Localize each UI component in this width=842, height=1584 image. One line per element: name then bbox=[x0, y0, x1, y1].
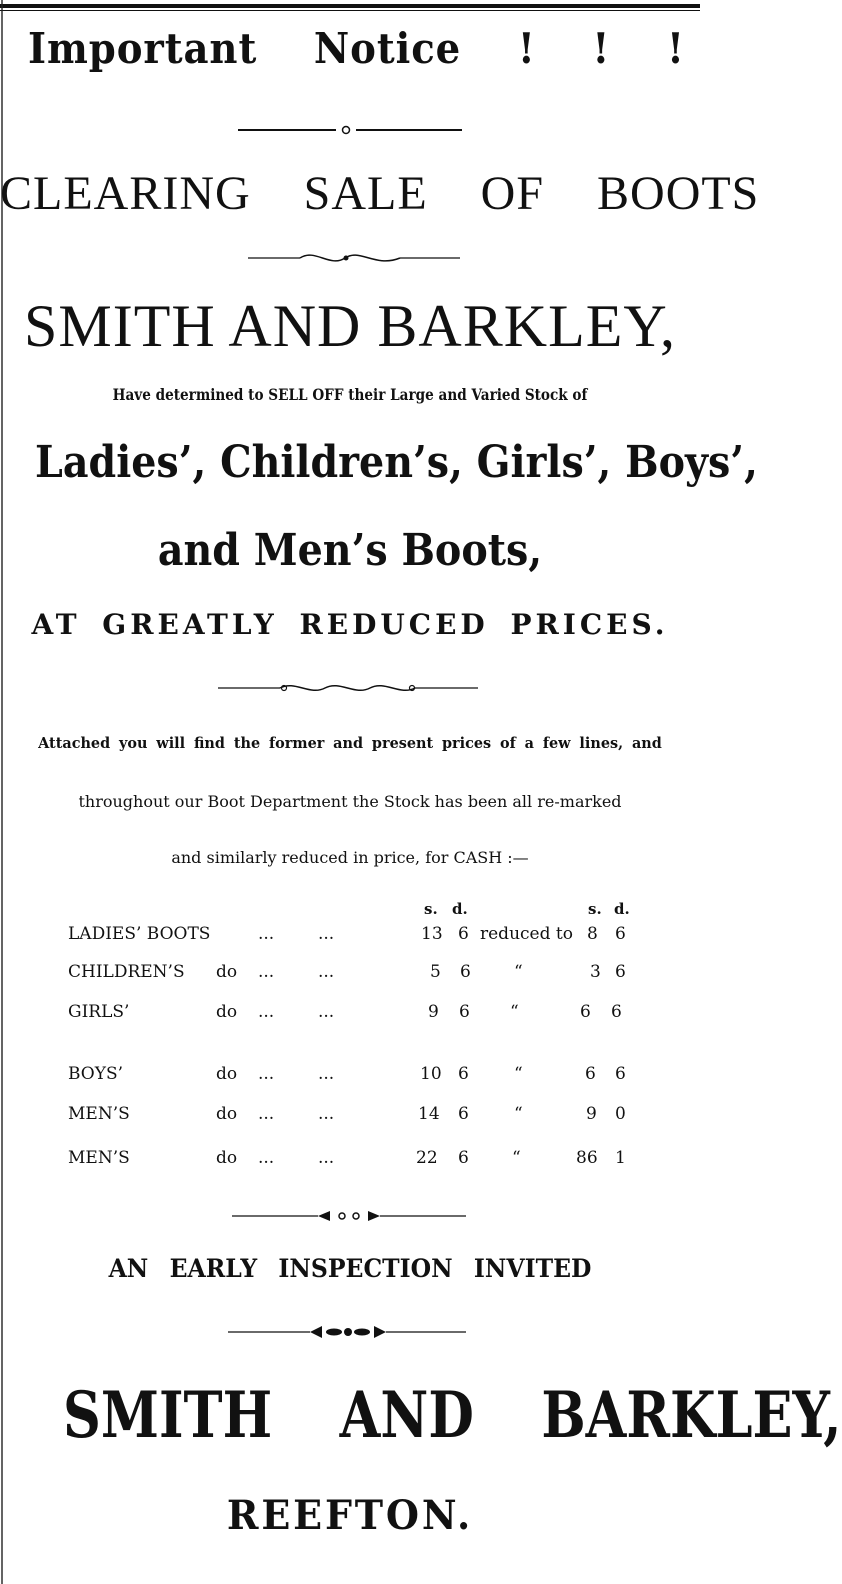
row-dots: ... bbox=[258, 1002, 275, 1022]
row-new-pence: 1 bbox=[615, 1148, 626, 1168]
sale-heading: CLEARING SALE OF BOOTS bbox=[0, 167, 760, 220]
row-old-pence: 6 bbox=[458, 924, 469, 944]
row-ditto: do bbox=[216, 1104, 238, 1124]
row-item: MEN’S bbox=[68, 1104, 130, 1124]
row-old-shillings: 13 bbox=[421, 924, 443, 944]
row-dots: ... bbox=[258, 1104, 275, 1124]
header-shillings: s. bbox=[424, 900, 438, 918]
row-new-pence: 6 bbox=[615, 962, 626, 982]
header-pence: d. bbox=[452, 900, 468, 918]
row-item: LADIES’ BOOTS bbox=[68, 924, 211, 944]
row-dots: ... bbox=[318, 924, 335, 944]
arrow-ornament-2 bbox=[0, 1320, 700, 1344]
inspection-line: AN EARLY INSPECTION INVITED bbox=[108, 1254, 592, 1283]
boot-types-line-1: Ladies’, Children’s, Girls’, Boys’, bbox=[35, 437, 758, 488]
footer-firm-name: SMITH AND BARKLEY, bbox=[63, 1378, 842, 1453]
header-shillings-new: s. bbox=[588, 900, 602, 918]
row-old-pence: 6 bbox=[459, 1002, 470, 1022]
row-new-pence: 6 bbox=[615, 1064, 626, 1084]
row-new-shillings: 3 bbox=[590, 962, 601, 982]
row-new-shillings: 6 bbox=[585, 1064, 596, 1084]
row-dots: ... bbox=[318, 1002, 335, 1022]
reduced-prices-line: AT GREATLY REDUCED PRICES. bbox=[31, 608, 669, 641]
top-border-rule bbox=[0, 4, 700, 8]
row-old-pence: 6 bbox=[460, 962, 471, 982]
row-ditto-mark: “ bbox=[514, 962, 523, 982]
row-ditto: do bbox=[216, 962, 238, 982]
row-ditto-mark: “ bbox=[514, 1104, 523, 1124]
row-new-pence: 6 bbox=[611, 1002, 622, 1022]
boot-types-line-2: and Men’s Boots, bbox=[157, 525, 543, 576]
price-list bbox=[0, 894, 700, 1184]
arrow-ornament-1 bbox=[0, 1204, 700, 1228]
row-ditto: do bbox=[216, 1064, 238, 1084]
row-item: BOYS’ bbox=[68, 1064, 124, 1084]
row-dots: ... bbox=[258, 924, 275, 944]
firm-name-heading: SMITH AND BARKLEY, bbox=[24, 293, 676, 359]
footer-town: REEFTON. bbox=[226, 1492, 474, 1539]
row-new-pence: 0 bbox=[615, 1104, 626, 1124]
row-dots: ... bbox=[318, 1104, 335, 1124]
body-paragraph-line-2: throughout our Boot Department the Stock has been all re-marked bbox=[78, 792, 622, 811]
row-new-shillings: 6 bbox=[580, 1002, 591, 1022]
notice-title: Important Notice ! ! ! bbox=[28, 24, 685, 73]
row-ditto: do bbox=[216, 1002, 238, 1022]
row-item: MEN’S bbox=[68, 1148, 130, 1168]
top-border-rule-thin bbox=[0, 10, 700, 11]
row-ditto-mark: “ bbox=[510, 1002, 519, 1022]
row-new-pence: 6 bbox=[615, 924, 626, 944]
row-old-shillings: 10 bbox=[420, 1064, 442, 1084]
row-dots: ... bbox=[318, 1064, 335, 1084]
row-old-shillings: 14 bbox=[418, 1104, 440, 1124]
scroll-ornament-1 bbox=[0, 246, 700, 270]
scroll-ornament-2 bbox=[0, 676, 700, 700]
row-old-shillings: 9 bbox=[428, 1002, 439, 1022]
row-dots: ... bbox=[318, 1148, 335, 1168]
body-paragraph-line-3: and similarly reduced in price, for CASH :— bbox=[171, 848, 529, 867]
row-new-shillings: 8 bbox=[587, 924, 598, 944]
row-old-shillings: 5 bbox=[430, 962, 441, 982]
body-paragraph-line-1: Attached you will find the former and present prices of a few lines, and bbox=[38, 734, 662, 752]
row-ditto-mark: “ bbox=[514, 1064, 523, 1084]
row-dots: ... bbox=[258, 1064, 275, 1084]
row-old-shillings: 22 bbox=[416, 1148, 438, 1168]
row-old-pence: 6 bbox=[458, 1064, 469, 1084]
row-dots: ... bbox=[318, 962, 335, 982]
row-new-shillings: 9 bbox=[586, 1104, 597, 1124]
determined-line: Have determined to SELL OFF their Large and Varied Stock of bbox=[112, 385, 588, 404]
row-dots: ... bbox=[258, 1148, 275, 1168]
header-pence-new: d. bbox=[614, 900, 630, 918]
row-ditto: do bbox=[216, 1148, 238, 1168]
row-new-shillings: 86 bbox=[576, 1148, 598, 1168]
row-ditto-mark: “ bbox=[512, 1148, 521, 1168]
row-old-pence: 6 bbox=[458, 1148, 469, 1168]
row-old-pence: 6 bbox=[458, 1104, 469, 1124]
dash-ornament-1 bbox=[0, 118, 700, 142]
row-item: CHILDREN’S bbox=[68, 962, 185, 982]
row-reduced-label: reduced to bbox=[480, 924, 573, 944]
row-item: GIRLS’ bbox=[68, 1002, 130, 1022]
row-dots: ... bbox=[258, 962, 275, 982]
